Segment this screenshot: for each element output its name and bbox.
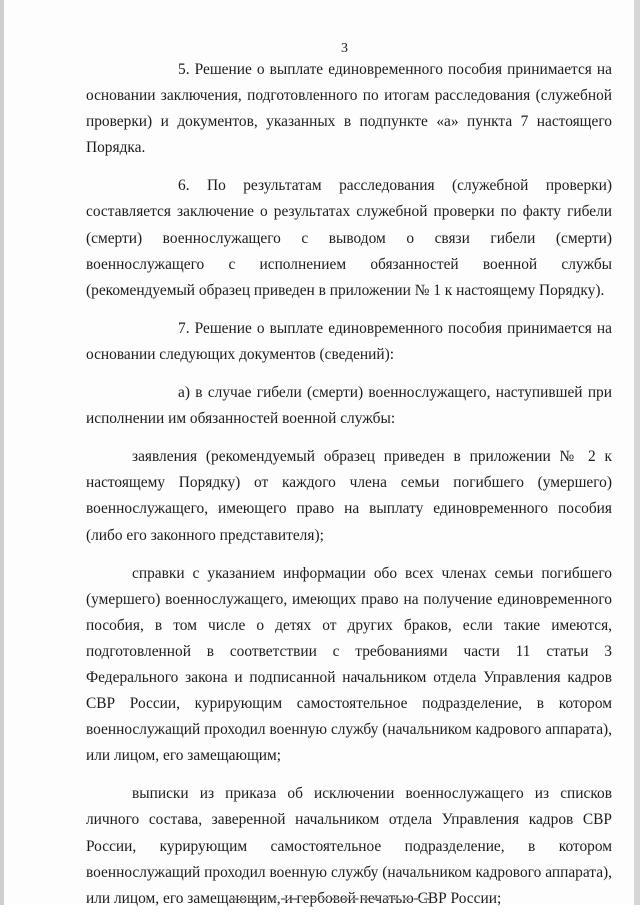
paragraph-number: 7. [178, 319, 190, 337]
paragraph-7 [86, 316, 612, 368]
paragraph-number: 5. [178, 61, 190, 78]
paragraph-text: По результатам расследования (служебной проверки) составляется заключение о результатах служебной проверки по факту гибели (смерти) военнослужащего с выводом о связи гибели (смерти) военнослужащего с исполнением обязанностей военной службы (рекомендуемый образец приведен в приложении № 1 к настоящему Порядку). [86, 177, 612, 299]
paragraph-5 [86, 57, 612, 161]
list-item-order-extract [86, 781, 612, 911]
paragraph-number: 6. [178, 177, 190, 195]
document-body [86, 57, 612, 912]
paragraph-text: в случае гибели (смерти) военнослужащего, наступившей при исполнении им обязанностей военной службы: [86, 384, 612, 428]
paragraph-text: справки с указанием информации обо всех членах семьи погибшего (умершего) военнослужащего, имеющих право на получение единовременного пособия, в том числе о детях от других браков, если такие имеются, подготовленной в соответствии с требованиями части 11 статьи 3 Федерального закона и подписанной начальником отдела Управления кадров СВР России, курирующим самостоятельное подразделение, в котором военнослужащий проходил военную службу (начальником кадрового аппарата), или лицом, его замещающим; [86, 564, 612, 765]
list-item-application [86, 444, 612, 548]
paragraph-text: заявления (рекомендуемый образец приведен в приложении № 2 к настоящему Порядку) от каждого члена семьи погибшего (умершего) военнослужащего, имеющего право на выплату единовременного пособия (либо его законного представителя); [86, 448, 612, 544]
paragraph-text: Решение о выплате единовременного пособия принимается на основании заключения, подготовленного по итогам расследования (служебной проверки) и документов, указанных в подпункте «а» пункта 7 настоящего Порядка. [86, 61, 612, 157]
scan-edge-right [634, 0, 640, 905]
scan-edge-left [0, 0, 4, 905]
page-number: 3 [341, 41, 348, 56]
paragraph-text: Решение о выплате единовременного пособия принимается на основании следующих документов (сведений): [86, 319, 612, 363]
paragraph-6 [86, 173, 612, 303]
subparagraph-a [86, 380, 612, 432]
paragraph-text: выписки из приказа об исключении военнослужащего из списков личного состава, заверенной начальником отдела Управления кадров СВР России, курирующим самостоятельное подразделение, в котором военнослужащий проходил военную службу (начальником кадрового аппарата), или лицом, его замещающим, и гербовой печатью СВР России; [86, 785, 612, 907]
subparagraph-letter: а) [178, 384, 190, 402]
scan-bottom-mark [230, 898, 430, 902]
list-item-certificate [86, 561, 612, 770]
